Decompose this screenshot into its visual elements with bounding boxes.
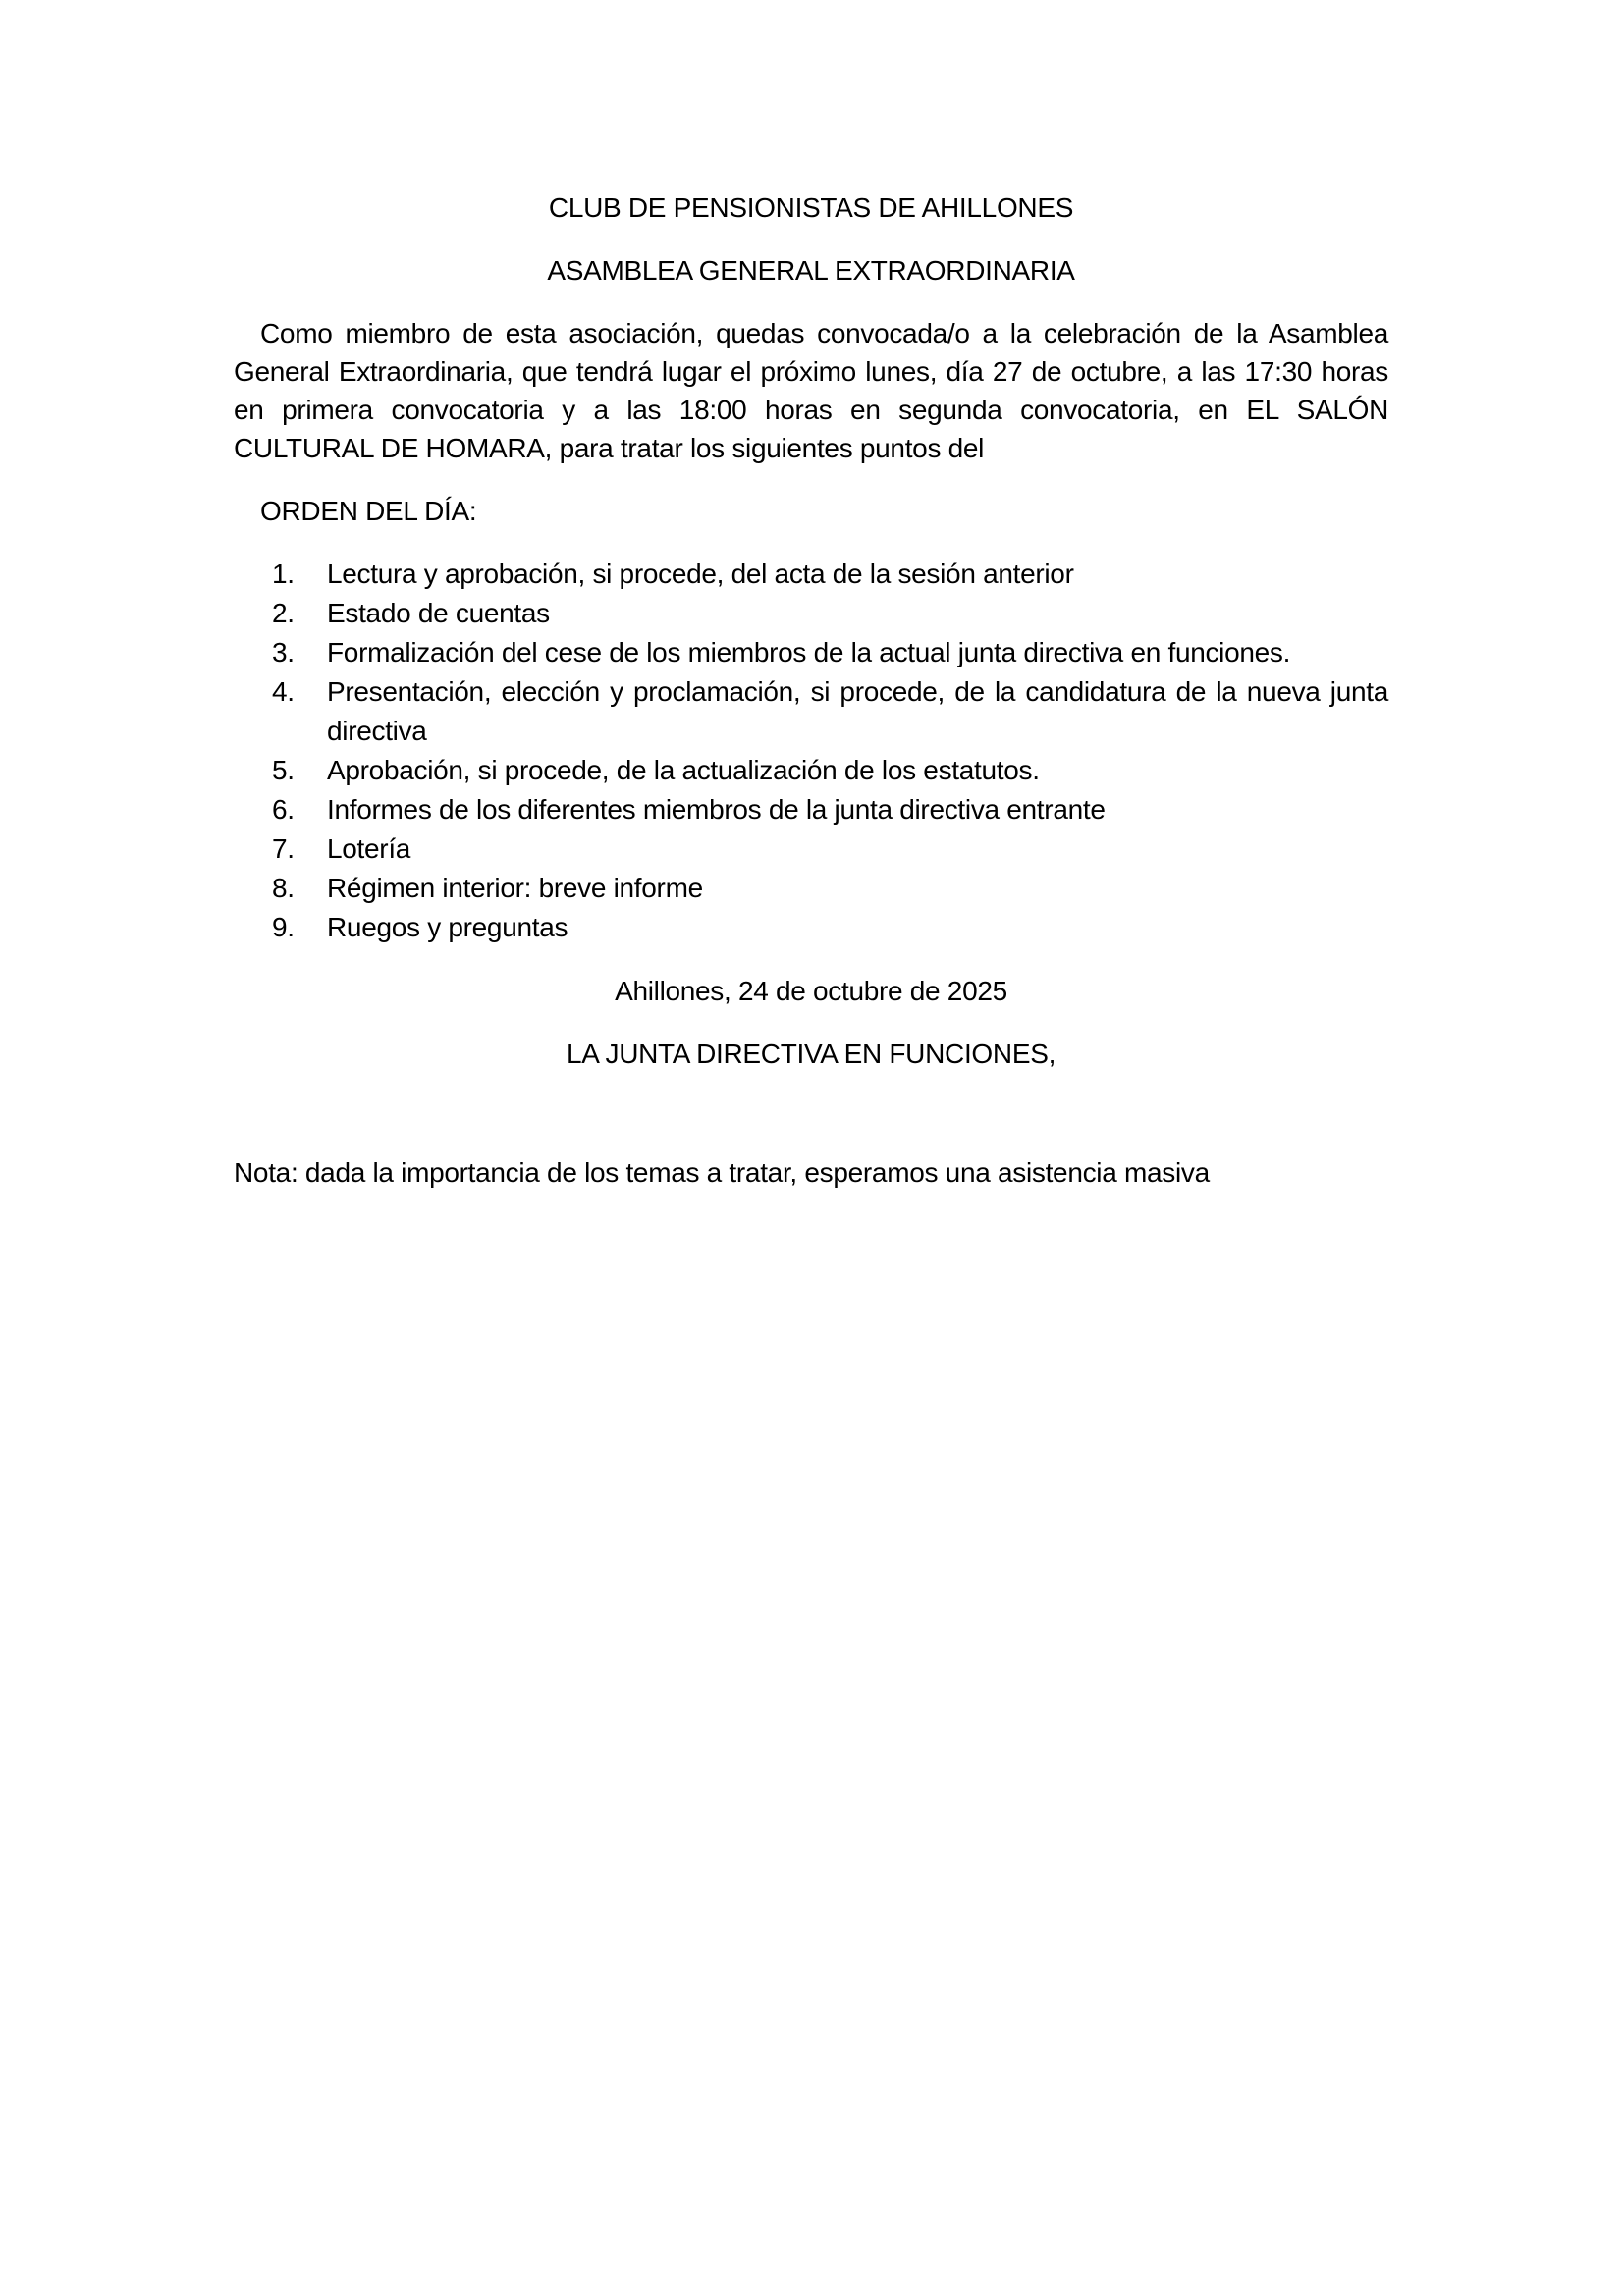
agenda-item <box>272 594 1388 633</box>
date-line: Ahillones, 24 de octubre de 2025 <box>615 976 1007 1006</box>
agenda-item-text: Estado de cuentas <box>327 598 550 628</box>
agenda-item <box>272 751 1388 790</box>
document-title: CLUB DE PENSIONISTAS DE AHILLONES <box>548 192 1074 223</box>
agenda-item <box>272 672 1388 751</box>
agenda-item-text: Ruegos y preguntas <box>327 912 568 942</box>
agenda-item-text: Presentación, elección y proclamación, si procede, de la candidatura de la nueva junta directiva <box>327 676 1388 746</box>
agenda-item-number: 5. <box>272 755 295 785</box>
agenda-item-number: 8. <box>272 873 295 903</box>
agenda-item-number: 1. <box>272 559 295 589</box>
agenda-item-text: Formalización del cese de los miembros de la actual junta directiva en funciones. <box>327 637 1291 667</box>
agenda-item-number: 9. <box>272 912 295 942</box>
agenda-item-text: Régimen interior: breve informe <box>327 873 703 903</box>
signature-line: LA JUNTA DIRECTIVA EN FUNCIONES, <box>566 1039 1056 1069</box>
agenda-item <box>272 908 1388 947</box>
agenda-item-text: Lectura y aprobación, si procede, del acta de la sesión anterior <box>327 559 1074 589</box>
agenda-item-number: 2. <box>272 598 295 628</box>
agenda-item-number: 3. <box>272 637 295 667</box>
note-line: Nota: dada la importancia de los temas a tratar, esperamos una asistencia masiva <box>234 1157 1210 1188</box>
agenda-item <box>272 555 1388 594</box>
intro-paragraph: Como miembro de esta asociación, quedas convocada/o a la celebración de la Asamblea General Extraordinaria, que tendrá lugar el próximo lunes, día 27 de octubre, a las 17:30 horas en primera convocatoria y a las 18:00 horas en segunda convocatoria, en EL SALÓN CULTURAL DE HOMARA, para tratar los siguientes puntos del <box>234 318 1388 463</box>
agenda-item <box>272 829 1388 869</box>
agenda-list <box>234 555 1388 947</box>
agenda-item-text: Aprobación, si procede, de la actualización de los estatutos. <box>327 755 1040 785</box>
document-subtitle: ASAMBLEA GENERAL EXTRAORDINARIA <box>547 255 1075 286</box>
agenda-item <box>272 633 1388 672</box>
agenda-item <box>272 790 1388 829</box>
agenda-heading: ORDEN DEL DÍA: <box>260 496 477 526</box>
agenda-item-text: Informes de los diferentes miembros de la junta directiva entrante <box>327 794 1106 825</box>
agenda-item-number: 4. <box>272 676 295 707</box>
agenda-item <box>272 869 1388 908</box>
agenda-item-text: Lotería <box>327 833 411 864</box>
agenda-item-number: 7. <box>272 833 295 864</box>
agenda-item-number: 6. <box>272 794 295 825</box>
